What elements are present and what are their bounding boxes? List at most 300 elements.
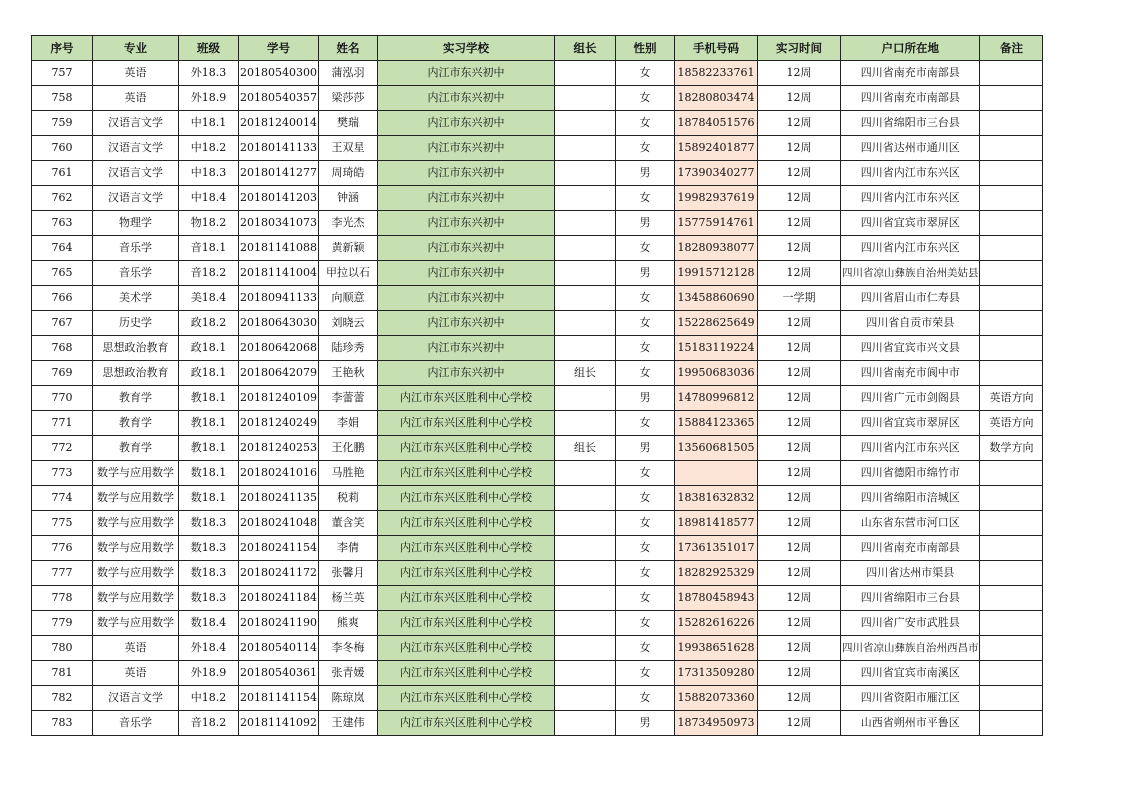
cell-class: 数18.4 bbox=[179, 611, 239, 636]
cell-remarks bbox=[980, 461, 1043, 486]
cell-major: 历史学 bbox=[93, 311, 179, 336]
cell-name: 樊瑞 bbox=[318, 111, 377, 136]
col-header-student-id: 学号 bbox=[239, 36, 319, 61]
cell-student-id: 20180241172 bbox=[239, 561, 319, 586]
cell-index: 773 bbox=[32, 461, 93, 486]
cell-leader bbox=[554, 686, 615, 711]
cell-class: 政18.1 bbox=[179, 361, 239, 386]
cell-student-id: 20181141154 bbox=[239, 686, 319, 711]
cell-school: 内江市东兴初中 bbox=[377, 61, 554, 86]
cell-school: 内江市东兴初中 bbox=[377, 311, 554, 336]
cell-name: 黄新颖 bbox=[318, 236, 377, 261]
cell-name: 梁莎莎 bbox=[318, 86, 377, 111]
cell-school: 内江市东兴区胜利中心学校 bbox=[377, 561, 554, 586]
cell-duration: 12周 bbox=[757, 486, 840, 511]
cell-gender: 男 bbox=[615, 436, 674, 461]
cell-remarks bbox=[980, 211, 1043, 236]
cell-duration: 12周 bbox=[757, 161, 840, 186]
cell-residence: 四川省内江市东兴区 bbox=[840, 436, 980, 461]
cell-remarks bbox=[980, 636, 1043, 661]
cell-student-id: 20180241190 bbox=[239, 611, 319, 636]
cell-index: 780 bbox=[32, 636, 93, 661]
cell-residence: 四川省南充市南部县 bbox=[840, 61, 980, 86]
cell-gender: 男 bbox=[615, 211, 674, 236]
cell-gender: 男 bbox=[615, 711, 674, 736]
cell-residence: 四川省凉山彝族自治州美姑县 bbox=[840, 261, 980, 286]
cell-gender: 女 bbox=[615, 111, 674, 136]
cell-major: 英语 bbox=[93, 61, 179, 86]
cell-name: 董含笑 bbox=[318, 511, 377, 536]
cell-index: 768 bbox=[32, 336, 93, 361]
cell-student-id: 20181141004 bbox=[239, 261, 319, 286]
cell-name: 王化鹏 bbox=[318, 436, 377, 461]
cell-index: 783 bbox=[32, 711, 93, 736]
cell-index: 765 bbox=[32, 261, 93, 286]
cell-name: 王建伟 bbox=[318, 711, 377, 736]
cell-index: 777 bbox=[32, 561, 93, 586]
cell-residence: 山东省东营市河口区 bbox=[840, 511, 980, 536]
cell-phone: 18280938077 bbox=[674, 236, 757, 261]
cell-leader bbox=[554, 61, 615, 86]
cell-gender: 女 bbox=[615, 686, 674, 711]
cell-residence: 四川省宜宾市翠屏区 bbox=[840, 211, 980, 236]
cell-remarks bbox=[980, 486, 1043, 511]
cell-leader bbox=[554, 336, 615, 361]
cell-class: 外18.3 bbox=[179, 61, 239, 86]
cell-major: 英语 bbox=[93, 661, 179, 686]
cell-leader bbox=[554, 611, 615, 636]
cell-index: 778 bbox=[32, 586, 93, 611]
cell-remarks bbox=[980, 661, 1043, 686]
cell-phone: 19982937619 bbox=[674, 186, 757, 211]
cell-remarks bbox=[980, 711, 1043, 736]
table-row bbox=[32, 436, 1043, 461]
cell-class: 数18.3 bbox=[179, 561, 239, 586]
cell-name: 蒲泓羽 bbox=[318, 61, 377, 86]
cell-name: 周琦皓 bbox=[318, 161, 377, 186]
col-header-name: 姓名 bbox=[318, 36, 377, 61]
cell-school: 内江市东兴区胜利中心学校 bbox=[377, 586, 554, 611]
cell-phone: 13560681505 bbox=[674, 436, 757, 461]
cell-class: 数18.3 bbox=[179, 536, 239, 561]
cell-remarks bbox=[980, 561, 1043, 586]
cell-index: 766 bbox=[32, 286, 93, 311]
cell-phone: 15282616226 bbox=[674, 611, 757, 636]
cell-leader bbox=[554, 461, 615, 486]
cell-student-id: 20181141092 bbox=[239, 711, 319, 736]
cell-leader bbox=[554, 261, 615, 286]
cell-leader bbox=[554, 561, 615, 586]
cell-duration: 12周 bbox=[757, 561, 840, 586]
cell-major: 物理学 bbox=[93, 211, 179, 236]
cell-student-id: 20181141088 bbox=[239, 236, 319, 261]
cell-residence: 四川省内江市东兴区 bbox=[840, 236, 980, 261]
cell-duration: 12周 bbox=[757, 136, 840, 161]
cell-index: 760 bbox=[32, 136, 93, 161]
cell-school: 内江市东兴区胜利中心学校 bbox=[377, 711, 554, 736]
cell-duration: 12周 bbox=[757, 411, 840, 436]
cell-major: 汉语言文学 bbox=[93, 686, 179, 711]
cell-major: 音乐学 bbox=[93, 711, 179, 736]
cell-phone: 15228625649 bbox=[674, 311, 757, 336]
cell-class: 中18.2 bbox=[179, 136, 239, 161]
cell-phone: 17361351017 bbox=[674, 536, 757, 561]
cell-residence: 四川省资阳市雁江区 bbox=[840, 686, 980, 711]
cell-student-id: 20180341073 bbox=[239, 211, 319, 236]
cell-student-id: 20181240109 bbox=[239, 386, 319, 411]
cell-duration: 12周 bbox=[757, 661, 840, 686]
cell-school: 内江市东兴初中 bbox=[377, 161, 554, 186]
cell-duration: 12周 bbox=[757, 436, 840, 461]
cell-remarks bbox=[980, 236, 1043, 261]
cell-residence: 四川省眉山市仁寿县 bbox=[840, 286, 980, 311]
cell-student-id: 20180642068 bbox=[239, 336, 319, 361]
cell-gender: 女 bbox=[615, 461, 674, 486]
cell-residence: 四川省绵阳市三台县 bbox=[840, 111, 980, 136]
cell-leader bbox=[554, 86, 615, 111]
cell-school: 内江市东兴区胜利中心学校 bbox=[377, 636, 554, 661]
cell-duration: 12周 bbox=[757, 86, 840, 111]
cell-name: 向顺意 bbox=[318, 286, 377, 311]
cell-remarks bbox=[980, 286, 1043, 311]
cell-school: 内江市东兴初中 bbox=[377, 286, 554, 311]
cell-phone: 17390340277 bbox=[674, 161, 757, 186]
cell-residence: 四川省达州市通川区 bbox=[840, 136, 980, 161]
cell-major: 教育学 bbox=[93, 386, 179, 411]
cell-name: 杨兰英 bbox=[318, 586, 377, 611]
cell-name: 钟涵 bbox=[318, 186, 377, 211]
cell-leader bbox=[554, 511, 615, 536]
col-header-school: 实习学校 bbox=[377, 36, 554, 61]
cell-student-id: 20180241135 bbox=[239, 486, 319, 511]
cell-residence: 四川省内江市东兴区 bbox=[840, 161, 980, 186]
cell-gender: 女 bbox=[615, 511, 674, 536]
cell-remarks bbox=[980, 336, 1043, 361]
col-header-duration: 实习时间 bbox=[757, 36, 840, 61]
cell-duration: 12周 bbox=[757, 686, 840, 711]
cell-index: 764 bbox=[32, 236, 93, 261]
cell-index: 770 bbox=[32, 386, 93, 411]
cell-remarks bbox=[980, 111, 1043, 136]
cell-duration: 12周 bbox=[757, 236, 840, 261]
table-row bbox=[32, 211, 1043, 236]
cell-major: 数学与应用数学 bbox=[93, 486, 179, 511]
table-row bbox=[32, 361, 1043, 386]
cell-leader bbox=[554, 411, 615, 436]
cell-duration: 12周 bbox=[757, 311, 840, 336]
cell-name: 王艳秋 bbox=[318, 361, 377, 386]
cell-residence: 四川省内江市东兴区 bbox=[840, 186, 980, 211]
cell-class: 政18.1 bbox=[179, 336, 239, 361]
cell-school: 内江市东兴初中 bbox=[377, 86, 554, 111]
cell-student-id: 20180141277 bbox=[239, 161, 319, 186]
cell-residence: 四川省南充市南部县 bbox=[840, 86, 980, 111]
cell-index: 776 bbox=[32, 536, 93, 561]
cell-duration: 12周 bbox=[757, 711, 840, 736]
table-row bbox=[32, 536, 1043, 561]
cell-student-id: 20180540114 bbox=[239, 636, 319, 661]
cell-phone: 19915712128 bbox=[674, 261, 757, 286]
table-row bbox=[32, 411, 1043, 436]
cell-school: 内江市东兴初中 bbox=[377, 361, 554, 386]
cell-major: 汉语言文学 bbox=[93, 111, 179, 136]
cell-duration: 12周 bbox=[757, 211, 840, 236]
table-row bbox=[32, 486, 1043, 511]
cell-gender: 女 bbox=[615, 361, 674, 386]
table-row bbox=[32, 386, 1043, 411]
cell-residence: 四川省广安市武胜县 bbox=[840, 611, 980, 636]
cell-phone: 13458860690 bbox=[674, 286, 757, 311]
cell-leader bbox=[554, 211, 615, 236]
col-header-leader: 组长 bbox=[554, 36, 615, 61]
cell-remarks bbox=[980, 686, 1043, 711]
cell-remarks bbox=[980, 186, 1043, 211]
cell-school: 内江市东兴初中 bbox=[377, 211, 554, 236]
cell-class: 美18.4 bbox=[179, 286, 239, 311]
cell-class: 中18.2 bbox=[179, 686, 239, 711]
cell-phone: 18282925329 bbox=[674, 561, 757, 586]
cell-phone: 18784051576 bbox=[674, 111, 757, 136]
cell-class: 数18.1 bbox=[179, 461, 239, 486]
cell-class: 数18.1 bbox=[179, 486, 239, 511]
cell-school: 内江市东兴区胜利中心学校 bbox=[377, 661, 554, 686]
cell-school: 内江市东兴初中 bbox=[377, 136, 554, 161]
cell-class: 教18.1 bbox=[179, 411, 239, 436]
cell-student-id: 20180141133 bbox=[239, 136, 319, 161]
cell-leader bbox=[554, 186, 615, 211]
cell-duration: 12周 bbox=[757, 461, 840, 486]
cell-duration: 12周 bbox=[757, 511, 840, 536]
col-header-class: 班级 bbox=[179, 36, 239, 61]
cell-duration: 12周 bbox=[757, 61, 840, 86]
cell-remarks bbox=[980, 311, 1043, 336]
cell-index: 769 bbox=[32, 361, 93, 386]
cell-class: 政18.2 bbox=[179, 311, 239, 336]
table-row bbox=[32, 686, 1043, 711]
cell-school: 内江市东兴区胜利中心学校 bbox=[377, 436, 554, 461]
cell-class: 音18.2 bbox=[179, 711, 239, 736]
cell-remarks: 英语方向 bbox=[980, 411, 1043, 436]
cell-phone: 15882073360 bbox=[674, 686, 757, 711]
cell-gender: 女 bbox=[615, 611, 674, 636]
cell-phone: 18780458943 bbox=[674, 586, 757, 611]
cell-duration: 12周 bbox=[757, 111, 840, 136]
cell-student-id: 20180241184 bbox=[239, 586, 319, 611]
cell-name: 王双星 bbox=[318, 136, 377, 161]
cell-leader bbox=[554, 711, 615, 736]
cell-student-id: 20180540300 bbox=[239, 61, 319, 86]
cell-major: 数学与应用数学 bbox=[93, 461, 179, 486]
cell-gender: 女 bbox=[615, 636, 674, 661]
cell-student-id: 20181240014 bbox=[239, 111, 319, 136]
cell-major: 教育学 bbox=[93, 411, 179, 436]
cell-phone: 18280803474 bbox=[674, 86, 757, 111]
cell-school: 内江市东兴区胜利中心学校 bbox=[377, 511, 554, 536]
cell-leader bbox=[554, 486, 615, 511]
cell-student-id: 20180642079 bbox=[239, 361, 319, 386]
cell-class: 中18.4 bbox=[179, 186, 239, 211]
cell-class: 物18.2 bbox=[179, 211, 239, 236]
cell-major: 思想政治教育 bbox=[93, 336, 179, 361]
cell-name: 陈琼岚 bbox=[318, 686, 377, 711]
cell-leader bbox=[554, 136, 615, 161]
cell-school: 内江市东兴区胜利中心学校 bbox=[377, 411, 554, 436]
cell-class: 教18.1 bbox=[179, 386, 239, 411]
cell-major: 音乐学 bbox=[93, 261, 179, 286]
col-header-major: 专业 bbox=[93, 36, 179, 61]
cell-major: 数学与应用数学 bbox=[93, 611, 179, 636]
cell-major: 汉语言文学 bbox=[93, 136, 179, 161]
cell-name: 甲拉以石 bbox=[318, 261, 377, 286]
cell-gender: 男 bbox=[615, 261, 674, 286]
cell-residence: 山西省朔州市平鲁区 bbox=[840, 711, 980, 736]
table-row bbox=[32, 336, 1043, 361]
cell-duration: 12周 bbox=[757, 361, 840, 386]
cell-remarks bbox=[980, 511, 1043, 536]
cell-phone: 18582233761 bbox=[674, 61, 757, 86]
cell-duration: 12周 bbox=[757, 536, 840, 561]
cell-gender: 女 bbox=[615, 336, 674, 361]
cell-school: 内江市东兴初中 bbox=[377, 261, 554, 286]
table-row bbox=[32, 111, 1043, 136]
cell-index: 762 bbox=[32, 186, 93, 211]
cell-major: 英语 bbox=[93, 86, 179, 111]
cell-name: 税莉 bbox=[318, 486, 377, 511]
table-row bbox=[32, 661, 1043, 686]
cell-residence: 四川省南充市阆中市 bbox=[840, 361, 980, 386]
cell-major: 教育学 bbox=[93, 436, 179, 461]
cell-index: 782 bbox=[32, 686, 93, 711]
cell-remarks bbox=[980, 536, 1043, 561]
cell-residence: 四川省南充市南部县 bbox=[840, 536, 980, 561]
cell-remarks bbox=[980, 586, 1043, 611]
cell-phone: 17313509280 bbox=[674, 661, 757, 686]
cell-student-id: 20180241016 bbox=[239, 461, 319, 486]
cell-class: 中18.1 bbox=[179, 111, 239, 136]
cell-name: 李娟 bbox=[318, 411, 377, 436]
cell-duration: 一学期 bbox=[757, 286, 840, 311]
cell-school: 内江市东兴区胜利中心学校 bbox=[377, 461, 554, 486]
cell-class: 外18.4 bbox=[179, 636, 239, 661]
cell-class: 外18.9 bbox=[179, 661, 239, 686]
cell-student-id: 20180241154 bbox=[239, 536, 319, 561]
cell-remarks bbox=[980, 611, 1043, 636]
col-header-remarks: 备注 bbox=[980, 36, 1043, 61]
cell-major: 数学与应用数学 bbox=[93, 511, 179, 536]
cell-remarks bbox=[980, 136, 1043, 161]
cell-residence: 四川省宜宾市翠屏区 bbox=[840, 411, 980, 436]
table-row bbox=[32, 461, 1043, 486]
cell-index: 774 bbox=[32, 486, 93, 511]
cell-student-id: 20180141203 bbox=[239, 186, 319, 211]
cell-index: 771 bbox=[32, 411, 93, 436]
table-row bbox=[32, 711, 1043, 736]
table-row bbox=[32, 311, 1043, 336]
cell-gender: 女 bbox=[615, 136, 674, 161]
cell-gender: 女 bbox=[615, 411, 674, 436]
cell-gender: 男 bbox=[615, 161, 674, 186]
table-row bbox=[32, 61, 1043, 86]
cell-major: 音乐学 bbox=[93, 236, 179, 261]
cell-student-id: 20180540361 bbox=[239, 661, 319, 686]
cell-school: 内江市东兴初中 bbox=[377, 336, 554, 361]
cell-student-id: 20180241048 bbox=[239, 511, 319, 536]
cell-index: 779 bbox=[32, 611, 93, 636]
cell-leader bbox=[554, 311, 615, 336]
cell-major: 汉语言文学 bbox=[93, 186, 179, 211]
cell-gender: 女 bbox=[615, 586, 674, 611]
col-header-phone: 手机号码 bbox=[674, 36, 757, 61]
cell-leader bbox=[554, 161, 615, 186]
cell-gender: 女 bbox=[615, 61, 674, 86]
table-row bbox=[32, 86, 1043, 111]
cell-gender: 女 bbox=[615, 661, 674, 686]
cell-major: 英语 bbox=[93, 636, 179, 661]
table-row bbox=[32, 261, 1043, 286]
cell-duration: 12周 bbox=[757, 586, 840, 611]
cell-phone: 18734950973 bbox=[674, 711, 757, 736]
cell-name: 刘晓云 bbox=[318, 311, 377, 336]
cell-phone: 18381632832 bbox=[674, 486, 757, 511]
cell-student-id: 20181240253 bbox=[239, 436, 319, 461]
cell-student-id: 20180643030 bbox=[239, 311, 319, 336]
table-row bbox=[32, 186, 1043, 211]
cell-class: 音18.2 bbox=[179, 261, 239, 286]
cell-residence: 四川省广元市剑阁县 bbox=[840, 386, 980, 411]
cell-index: 759 bbox=[32, 111, 93, 136]
header-row bbox=[32, 36, 1043, 61]
cell-duration: 12周 bbox=[757, 261, 840, 286]
cell-leader bbox=[554, 586, 615, 611]
cell-phone: 19950683036 bbox=[674, 361, 757, 386]
cell-major: 数学与应用数学 bbox=[93, 586, 179, 611]
cell-index: 767 bbox=[32, 311, 93, 336]
cell-gender: 女 bbox=[615, 561, 674, 586]
cell-school: 内江市东兴区胜利中心学校 bbox=[377, 686, 554, 711]
cell-leader bbox=[554, 236, 615, 261]
cell-class: 音18.1 bbox=[179, 236, 239, 261]
cell-phone: 15892401877 bbox=[674, 136, 757, 161]
cell-duration: 12周 bbox=[757, 336, 840, 361]
cell-index: 772 bbox=[32, 436, 93, 461]
cell-phone: 15775914761 bbox=[674, 211, 757, 236]
cell-name: 李冬梅 bbox=[318, 636, 377, 661]
table-row bbox=[32, 136, 1043, 161]
table-row bbox=[32, 511, 1043, 536]
cell-index: 761 bbox=[32, 161, 93, 186]
table-row bbox=[32, 636, 1043, 661]
cell-residence: 四川省凉山彝族自治州西昌市 bbox=[840, 636, 980, 661]
cell-major: 汉语言文学 bbox=[93, 161, 179, 186]
cell-name: 熊爽 bbox=[318, 611, 377, 636]
cell-leader bbox=[554, 386, 615, 411]
cell-residence: 四川省绵阳市三台县 bbox=[840, 586, 980, 611]
cell-school: 内江市东兴初中 bbox=[377, 236, 554, 261]
cell-phone: 14780996812 bbox=[674, 386, 757, 411]
cell-index: 758 bbox=[32, 86, 93, 111]
cell-index: 763 bbox=[32, 211, 93, 236]
cell-gender: 女 bbox=[615, 311, 674, 336]
cell-leader bbox=[554, 536, 615, 561]
cell-gender: 女 bbox=[615, 536, 674, 561]
cell-phone: 19938651628 bbox=[674, 636, 757, 661]
cell-school: 内江市东兴初中 bbox=[377, 186, 554, 211]
cell-duration: 12周 bbox=[757, 186, 840, 211]
cell-remarks bbox=[980, 361, 1043, 386]
cell-remarks bbox=[980, 161, 1043, 186]
col-header-residence: 户口所在地 bbox=[840, 36, 980, 61]
cell-school: 内江市东兴初中 bbox=[377, 111, 554, 136]
